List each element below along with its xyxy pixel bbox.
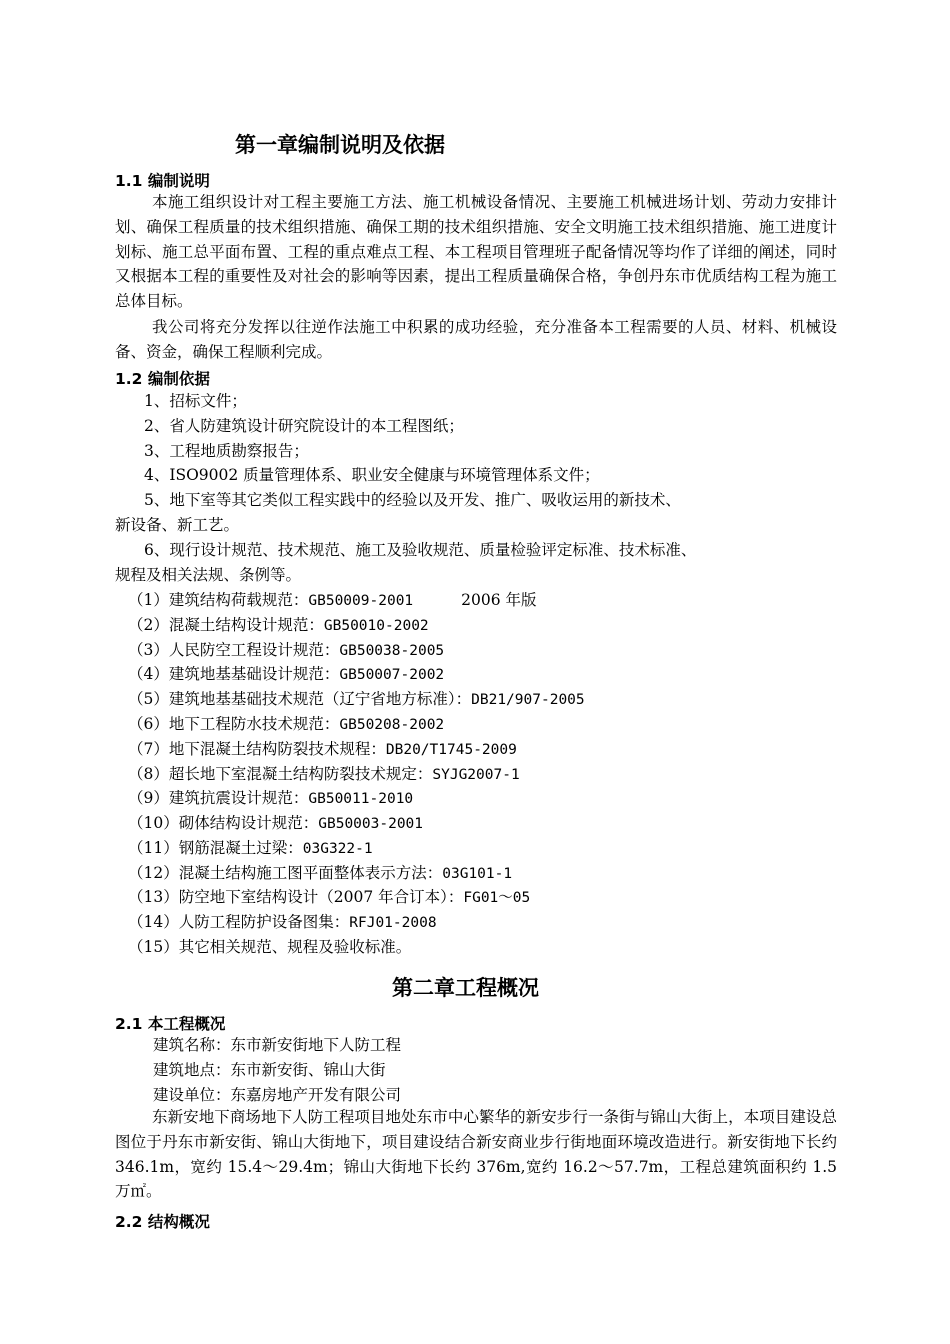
reference-item xyxy=(128,739,517,760)
reference-code: GB50010-2002 xyxy=(323,618,429,634)
reference-code: GB50003-2001 xyxy=(318,816,424,832)
reference-code: FG01～05 xyxy=(463,890,531,906)
reference-code: DB20/T1745-2009 xyxy=(385,742,517,758)
reference-code: GB50007-2002 xyxy=(339,667,445,683)
reference-title: 人民防空工程设计规范： xyxy=(168,641,340,659)
reference-title: 建筑地基基础设计规范： xyxy=(168,665,340,683)
reference-number: （4） xyxy=(128,665,169,683)
reference-item xyxy=(128,937,411,957)
reference-code: GB50009-2001 xyxy=(308,593,414,609)
reference-title: 防空地下室结构设计（2007 年合订本）： xyxy=(178,888,464,906)
reference-title: 建筑地基基础技术规范（辽宁省地方标准）： xyxy=(168,690,472,708)
reference-number: （10） xyxy=(128,814,179,832)
reference-item xyxy=(128,838,373,859)
reference-code: RFJ01-2008 xyxy=(349,915,437,931)
section-2-2-title: 2.2 结构概况 xyxy=(115,1213,210,1231)
reference-item xyxy=(128,590,537,611)
reference-title: 建筑抗震设计规范： xyxy=(168,789,309,807)
basis-item-5-line-2: 新设备、新工艺。 xyxy=(115,516,240,534)
reference-number: （13） xyxy=(128,888,179,906)
chapter-1-title: 第一章编制说明及依据 xyxy=(235,133,445,157)
chapter-2-title: 第二章工程概况 xyxy=(392,976,539,1000)
reference-title: 建筑结构荷载规范： xyxy=(168,591,309,609)
reference-code: 03G322-1 xyxy=(302,841,373,857)
reference-number: （15） xyxy=(128,938,179,956)
section-2-1-paragraph: 东新安地下商场地下人防工程项目地处东市中心繁华的新安步行一条街与锦山大街上，本项目建设总图位于丹东市新安街、锦山大街地下，项目建设结合新安商业步行街地面环境改造进行。新安街地下长约 346.1m，宽约 15.4～29.4m；锦山大街地下长约 376m,宽约 16.2～57.7m，工程总建筑面积约 1.5 万㎡。 xyxy=(115,1108,837,1201)
reference-code: GB50011-2010 xyxy=(308,791,414,807)
building-location: 建筑地点：东市新安街、锦山大街 xyxy=(153,1061,386,1079)
reference-code: 03G101-1 xyxy=(442,866,513,882)
reference-number: （6） xyxy=(128,715,169,733)
reference-item xyxy=(128,664,444,685)
reference-item xyxy=(128,615,429,636)
reference-code: GB50038-2005 xyxy=(339,643,445,659)
reference-item xyxy=(128,640,444,661)
reference-title: 地下混凝土结构防裂技术规程： xyxy=(168,740,386,758)
reference-number: （8） xyxy=(128,765,169,783)
reference-edition: 2006 年版 xyxy=(461,591,537,609)
reference-title: 混凝土结构施工图平面整体表示方法： xyxy=(178,864,443,882)
reference-code: GB50208-2002 xyxy=(339,717,445,733)
basis-item-4: 4、ISO9002 质量管理体系、职业安全健康与环境管理体系文件； xyxy=(144,466,600,484)
reference-number: （9） xyxy=(128,789,169,807)
reference-number: （11） xyxy=(128,839,179,857)
section-1-1-paragraph-2: 我公司将充分发挥以往逆作法施工中积累的成功经验，充分准备本工程需要的人员、材料、机械设备、资金，确保工程顺利完成。 xyxy=(115,318,837,361)
basis-item-6-line-1: 6、现行设计规范、技术规范、施工及验收规范、质量检验评定标准、技术标准、 xyxy=(144,541,697,559)
reference-title: 钢筋混凝土过梁： xyxy=(178,839,303,857)
section-1-1-title: 1.1 编制说明 xyxy=(115,172,210,190)
basis-item-1: 1、招标文件； xyxy=(144,392,247,410)
reference-number: （12） xyxy=(128,864,179,882)
reference-item xyxy=(128,912,437,933)
construction-unit: 建设单位：东嘉房地产开发有限公司 xyxy=(153,1086,402,1104)
reference-item xyxy=(128,764,520,785)
reference-item xyxy=(128,714,444,735)
basis-item-3: 3、工程地质勘察报告； xyxy=(144,442,309,460)
reference-number: （2） xyxy=(128,616,169,634)
section-2-1-title: 2.1 本工程概况 xyxy=(115,1015,226,1033)
basis-item-2: 2、省人防建筑设计研究院设计的本工程图纸； xyxy=(144,417,464,435)
reference-code: SYJG2007-1 xyxy=(432,767,520,783)
reference-item xyxy=(128,887,530,908)
reference-code: DB21/907-2005 xyxy=(471,692,585,708)
reference-item xyxy=(128,863,512,884)
reference-number: （7） xyxy=(128,740,169,758)
basis-item-5-line-1: 5、地下室等其它类似工程实践中的经验以及开发、推广、吸收运用的新技术、 xyxy=(144,491,681,509)
reference-title: 超长地下室混凝土结构防裂技术规定： xyxy=(168,765,433,783)
reference-number: （1） xyxy=(128,591,169,609)
reference-title: 人防工程防护设备图集： xyxy=(178,913,350,931)
reference-number: （14） xyxy=(128,913,179,931)
reference-title: 混凝土结构设计规范： xyxy=(168,616,324,634)
reference-item xyxy=(128,689,585,710)
reference-title: 地下工程防水技术规范： xyxy=(168,715,340,733)
reference-title: 砌体结构设计规范： xyxy=(178,814,319,832)
reference-item xyxy=(128,813,423,834)
building-name: 建筑名称：东市新安街地下人防工程 xyxy=(153,1036,402,1054)
reference-number: （5） xyxy=(128,690,169,708)
reference-item xyxy=(128,788,413,809)
basis-item-6-line-2: 规程及相关法规、条例等。 xyxy=(115,566,302,584)
section-1-2-title: 1.2 编制依据 xyxy=(115,370,210,388)
section-1-1-paragraph-1: 本施工组织设计对工程主要施工方法、施工机械设备情况、主要施工机械进场计划、劳动力安排计划、确保工程质量的技术组织措施、确保工期的技术组织措施、安全文明施工技术组织措施、施工进度计划标、施工总平面布置、工程的重点难点工程、本工程项目管理班子配备情况等均作了详细的阐述，同时又根据本工程的重要性及对社会的影响等因素，提出工程质量确保合格，争创丹东市优质结构工程为施工总体目标。 xyxy=(115,193,837,311)
reference-title: 其它相关规范、规程及验收标准。 xyxy=(178,938,412,956)
reference-number: （3） xyxy=(128,641,169,659)
